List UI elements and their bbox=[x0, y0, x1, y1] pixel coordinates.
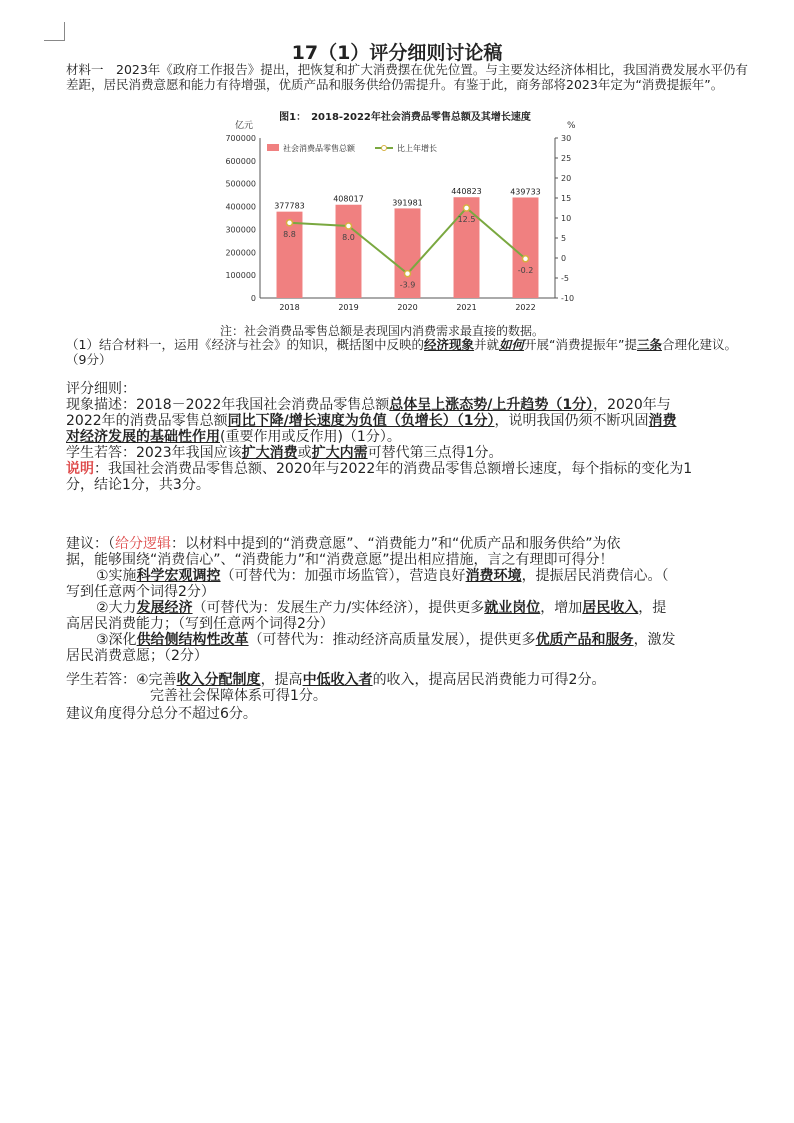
y-left-tick-label: 400000 bbox=[225, 202, 256, 212]
y-left-tick-label: 300000 bbox=[225, 225, 256, 235]
question-text: （1）结合材料一，运用《经济与社会》的知识，概括图中反映的经济现象并就如何开展“消费提振年”提三条合理化建议。（9分） bbox=[66, 337, 737, 367]
extra-line-3: 建议角度得分总分不超过6分。 bbox=[66, 706, 257, 722]
growth-point-2022 bbox=[523, 256, 529, 262]
bar-value-label: 440823 bbox=[451, 187, 482, 197]
extra-line-2: 完善社会保障体系可得1分。 bbox=[150, 688, 327, 704]
y-right-tick-label: 30 bbox=[561, 134, 572, 143]
legend-bar-swatch bbox=[267, 144, 279, 151]
suggest-line-2: 据，能够围绕“消费信心”、“消费能力”和“消费意愿”提出相应措施，言之有理即可得分！ bbox=[66, 552, 614, 568]
rubric-line-3: 对经济发展的基础性作用(重要作用或反作用)（1分）。 bbox=[66, 429, 401, 445]
rubric-line-2: 2022年的消费品零售总额同比下降/增长速度为负值（负增长）（1分），说明我国仍须不断巩固消费 bbox=[66, 413, 677, 429]
bar-value-label: 377783 bbox=[274, 201, 305, 211]
y-right-tick-label: 10 bbox=[561, 214, 572, 223]
suggest-line-7: ③深化供给侧结构性改革（可替代为：推动经济高质量发展），提供更多优质产品和服务，激发 bbox=[96, 632, 676, 648]
bar-line-chart bbox=[215, 108, 595, 323]
bar-value-label: 439733 bbox=[510, 187, 541, 197]
y-right-tick-label: -5 bbox=[561, 274, 569, 283]
growth-value-label: 12.5 bbox=[457, 215, 476, 224]
page-title: 17（1）评分细则讨论稿 bbox=[291, 42, 503, 64]
y-axis-left-label: 亿元 bbox=[235, 121, 254, 131]
y-left-tick-label: 700000 bbox=[225, 134, 256, 143]
x-tick-label: 2018 bbox=[279, 303, 300, 312]
material-paragraph: 材料一 2023年《政府工作报告》提出，把恢复和扩大消费摆在优先位置。与主要发达经济体相比，我国消费发展水平仍有差距，居民消费意愿和能力有待增强，优质产品和服务供给仍需提升。有鉴于此，商务部将2023年定为“消费提振年”。 bbox=[66, 62, 748, 92]
growth-point-2020 bbox=[405, 271, 411, 277]
rubric-heading: 评分细则： bbox=[66, 381, 136, 397]
y-left-tick-label: 200000 bbox=[225, 248, 256, 258]
chart-title: 图1： 2018-2022年社会消费品零售总额及其增长速度 bbox=[279, 112, 531, 123]
bar-value-label: 391981 bbox=[392, 198, 423, 208]
legend-line-marker bbox=[382, 146, 387, 151]
y-right-tick-label: 20 bbox=[561, 174, 572, 183]
rubric-line-4: 学生若答：2023年我国应该扩大消费或扩大内需可替代第三点得1分。 bbox=[66, 445, 503, 461]
rubric-line-5: 说明：我国社会消费品零售总额、2020年与2022年的消费品零售总额增长速度，每个指标的变化为1 bbox=[66, 461, 693, 477]
y-left-tick-label: 600000 bbox=[225, 156, 256, 166]
y-axis-right-label: % bbox=[567, 121, 576, 131]
bar-2022 bbox=[513, 197, 539, 298]
growth-point-2019 bbox=[346, 223, 352, 229]
suggest-line-8: 居民消费意愿；（2分） bbox=[66, 648, 208, 664]
y-right-tick-label: 15 bbox=[561, 194, 572, 203]
x-tick-label: 2020 bbox=[397, 303, 418, 312]
x-tick-label: 2022 bbox=[515, 303, 536, 312]
rubric-line-1: 现象描述：2018－2022年我国社会消费品零售总额总体呈上涨态势/上升趋势（1分），2020年与 bbox=[66, 397, 671, 413]
suggest-line-1: 建议：（给分逻辑：以材料中提到的“消费意愿”、“消费能力”和“优质产品和服务供给”为依 bbox=[66, 536, 621, 552]
x-tick-label: 2021 bbox=[456, 303, 477, 312]
growth-point-2018 bbox=[287, 220, 293, 226]
legend-bar-label: 社会消费品零售总额 bbox=[283, 144, 355, 153]
bar-value-label: 408017 bbox=[333, 194, 364, 204]
suggest-line-3: ①实施科学宏观调控（可替代为：加强市场监管），营造良好消费环境，提振居民消费信心。（ bbox=[96, 568, 669, 584]
y-right-tick-label: 0 bbox=[561, 254, 567, 263]
y-left-tick-label: 500000 bbox=[225, 179, 256, 189]
y-left-tick-label: 100000 bbox=[225, 271, 256, 281]
extra-line-1: 学生若答：④完善收入分配制度，提高中低收入者的收入，提高居民消费能力可得2分。 bbox=[66, 672, 606, 688]
legend-line-label: 比上年增长 bbox=[397, 144, 437, 153]
growth-value-label: 8.0 bbox=[342, 233, 355, 242]
growth-value-label: 8.8 bbox=[283, 229, 296, 239]
growth-value-label: -0.2 bbox=[517, 265, 534, 275]
y-left-tick-label: 0 bbox=[250, 294, 256, 303]
x-tick-label: 2019 bbox=[338, 303, 359, 312]
rubric-line-6: 分，结论1分，共3分。 bbox=[66, 477, 210, 493]
y-right-tick-label: 5 bbox=[561, 234, 567, 243]
growth-value-label: -3.9 bbox=[399, 280, 416, 290]
suggest-line-6: 高居民消费能力；（写到任意两个词得2分） bbox=[66, 616, 334, 632]
bar-2021 bbox=[454, 197, 480, 298]
suggest-line-5: ②大力发展经济（可替代为：发展生产力/实体经济），提供更多就业岗位，增加居民收入，提 bbox=[96, 600, 667, 616]
bar-2019 bbox=[336, 205, 362, 298]
suggest-line-4: 写到任意两个词得2分） bbox=[66, 584, 215, 600]
chart-note: 注：社会消费品零售总额是表现国内消费需求最直接的数据。 bbox=[220, 324, 545, 338]
y-right-tick-label: -10 bbox=[561, 294, 575, 303]
growth-point-2021 bbox=[464, 205, 470, 211]
y-right-tick-label: 25 bbox=[561, 154, 572, 163]
